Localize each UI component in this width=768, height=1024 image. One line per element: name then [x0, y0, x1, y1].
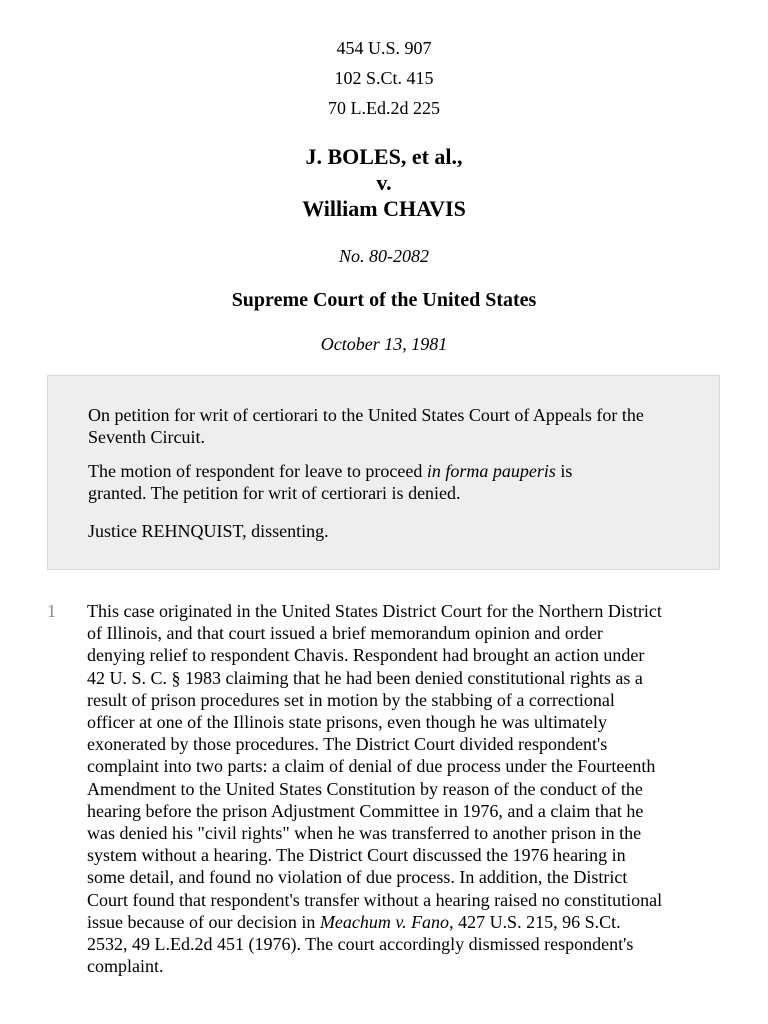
case-title — [0, 144, 768, 222]
paragraph-line-citation — [87, 911, 727, 933]
citations — [0, 33, 768, 123]
motion-text-start: The motion of respondent for leave to proceed — [88, 461, 427, 481]
paragraph-line: was denied his "civil rights" when he was transferred to another prison in the — [87, 823, 642, 844]
citation-lead: issue because of our decision in — [87, 911, 320, 932]
docket-number: No. 80-2082 — [339, 246, 429, 266]
petitioner-name: J. BOLES, et al., — [305, 144, 463, 169]
motion-text — [88, 460, 689, 504]
paragraph-line: system without a hearing. The District Court discussed the 1976 hearing in — [87, 845, 626, 866]
paragraph-line: 2532, 49 L.Ed.2d 451 (1976). The court accordingly dismissed respondent's — [87, 934, 634, 955]
petition-text: On petition for writ of certiorari to the United States Court of Appeals for the Seventh Circuit. — [88, 405, 644, 447]
motion-text-italic: in forma pauperis — [426, 461, 556, 481]
paragraph-line: result of prison procedures set in motion by the stabbing of a correctional — [87, 689, 615, 710]
paragraph-line: Court found that respondent's transfer without a hearing raised no constitutional — [87, 889, 663, 910]
decision-date: October 13, 1981 — [320, 334, 448, 354]
paragraph-text — [87, 600, 727, 977]
paragraph-line: 42 U. S. C. § 1983 claiming that he had been denied constitutional rights as a — [87, 667, 643, 688]
paragraph-line: denying relief to respondent Chavis. Respondent had brought an action under — [87, 645, 645, 666]
summary-box — [47, 375, 720, 570]
paragraph-line: complaint into two parts: a claim of denial of due process under the Fourteenth — [87, 756, 656, 777]
motion-text-end: is — [555, 461, 573, 481]
dissent-text: Justice REHNQUIST, dissenting. — [88, 521, 329, 541]
citation-reporter: , 427 U.S. 215, 96 S.Ct. — [449, 911, 621, 932]
paragraph-line: complaint. — [87, 956, 164, 977]
paragraph-line: officer at one of the Illinois state prisons, even though he was ultimately — [87, 712, 608, 733]
citation-us: 454 U.S. 907 — [336, 38, 432, 58]
respondent-name: William CHAVIS — [302, 196, 466, 221]
case-citation-name: Meachum v. Fano — [319, 911, 450, 932]
motion-text-line2: granted. The petition for writ of certiorari is denied. — [88, 483, 461, 503]
paragraph-number: 1 — [47, 601, 56, 621]
paragraph-line: hearing before the prison Adjustment Committee in 1976, and a claim that he — [87, 800, 644, 821]
paragraph-line: exonerated by those procedures. The District Court divided respondent's — [87, 734, 608, 755]
paragraph-line: Amendment to the United States Constitution by reason of the conduct of the — [87, 778, 643, 799]
citation-led: 70 L.Ed.2d 225 — [328, 98, 440, 118]
court-name: Supreme Court of the United States — [231, 289, 537, 311]
paragraph-line: This case originated in the United States District Court for the Northern District — [87, 601, 662, 621]
paragraph-line: of Illinois, and that court issued a brief memorandum opinion and order — [87, 623, 603, 644]
citation-sct: 102 S.Ct. 415 — [334, 68, 434, 88]
paragraph-line: some detail, and found no violation of due process. In addition, the District — [87, 867, 628, 888]
versus: v. — [376, 170, 392, 195]
